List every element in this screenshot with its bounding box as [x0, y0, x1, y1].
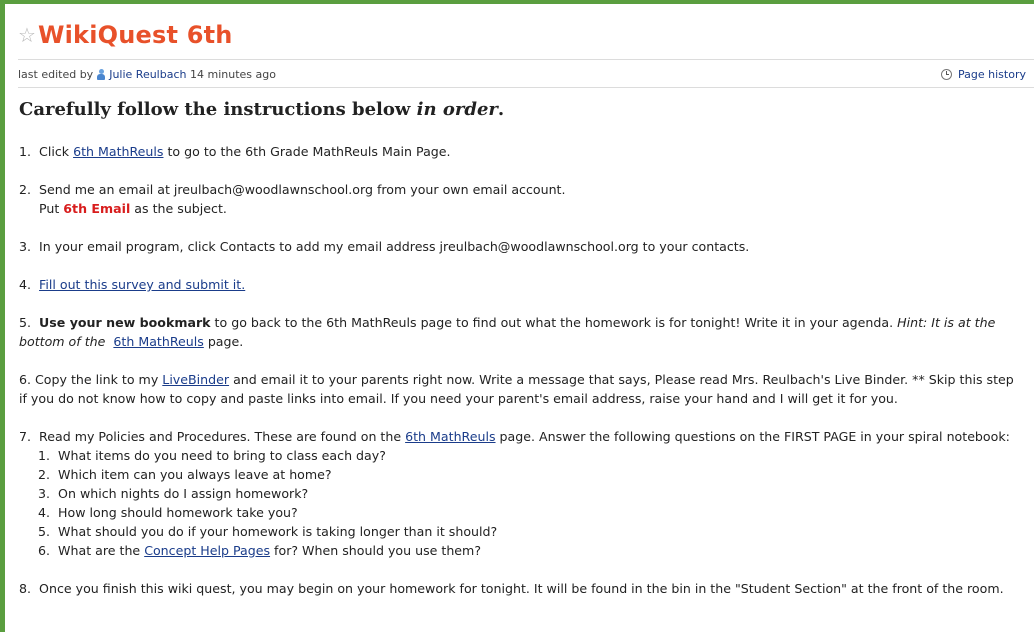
step-text: to go back to the 6th MathReuls page to find out what the homework is for tonight! Write it in your agenda. [210, 315, 898, 330]
livebinder-link[interactable]: LiveBinder [162, 372, 230, 387]
instructions-heading [19, 99, 504, 120]
question-number: 1. [38, 448, 51, 463]
heading-period: . [497, 99, 505, 120]
editor-user-link[interactable]: Julie Reulbach [109, 67, 187, 81]
step-text: page. [203, 334, 244, 349]
question-text: On which nights do I assign homework? [58, 486, 309, 501]
question-text: What are the [58, 543, 145, 558]
page-history-label: Page history [958, 67, 1026, 81]
mathreuls-link[interactable]: 6th MathReuls [405, 429, 496, 444]
step-text: page. Answer the following questions on the FIRST PAGE in your spiral notebook: [495, 429, 1010, 444]
survey-link[interactable]: Fill out this survey and submit it. [39, 277, 246, 292]
step-text: Read my Policies and Procedures. These are found on the [39, 429, 406, 444]
edited-time [186, 68, 275, 81]
step-7 [19, 427, 1010, 446]
mathreuls-link[interactable]: 6th MathReuls [73, 144, 164, 159]
step-4 [19, 275, 245, 294]
page-title: WikiQuest 6th [37, 21, 233, 49]
step-3 [19, 237, 749, 256]
step-text: as the subject. [130, 201, 227, 216]
step-text: and email it to your parents right now. Write a message that says, Please read Mrs. Reulbach's Live Binder. ** Skip this step [229, 372, 1014, 387]
question-text: How long should homework take you? [58, 505, 298, 520]
step-text: if you do not know how to copy and paste links into email. If you need your parent's email address, raise your hand and I will get it for you. [19, 391, 898, 406]
question-text: Which item can you always leave at home? [58, 467, 332, 482]
hint-text: bottom of the [19, 334, 110, 349]
question-item [38, 541, 481, 560]
email-subject-text: 6th Email [63, 201, 131, 216]
step-2 [19, 180, 566, 199]
step-text: 6. Copy the link to my [19, 372, 163, 387]
step-text: In your email program, click Contacts to add my email address jreulbach@woodlawnschool.org to your contacts. [39, 239, 750, 254]
question-item [38, 522, 497, 541]
question-item [38, 503, 298, 522]
user-icon [97, 69, 105, 80]
step-2-subject-line [39, 199, 227, 218]
heading-text: Carefully follow the instructions below [19, 99, 417, 120]
step-number: 7. [19, 429, 32, 444]
heading-emphasis: in order [416, 99, 498, 120]
mathreuls-link[interactable]: 6th MathReuls [113, 334, 204, 349]
step-6 [19, 370, 1014, 389]
question-item [38, 446, 386, 465]
question-text: for? When should you use them? [270, 543, 482, 558]
question-item [38, 484, 308, 503]
step-text: Click [39, 144, 74, 159]
step-number: 5. [19, 315, 32, 330]
step-text: to go to the 6th Grade MathReuls Main Page. [163, 144, 451, 159]
last-edited-label: last edited by [18, 67, 94, 81]
question-number: 2. [38, 467, 51, 482]
clock-icon [941, 69, 952, 80]
step-8 [19, 579, 1004, 598]
question-number: 4. [38, 505, 51, 520]
step-1 [19, 142, 451, 161]
step-number: 2. [19, 182, 32, 197]
step-number: 3. [19, 239, 32, 254]
concept-help-pages-link[interactable]: Concept Help Pages [144, 543, 271, 558]
question-number: 3. [38, 486, 51, 501]
question-number: 6. [38, 543, 51, 558]
question-item [38, 465, 332, 484]
step-6-line-2 [19, 389, 898, 408]
step-number: 8. [19, 581, 32, 596]
star-icon[interactable]: ☆ [18, 23, 36, 47]
step-5 [19, 313, 995, 332]
page-history-link[interactable] [941, 68, 1026, 81]
meta-divider [18, 87, 1034, 88]
bookmark-bold-text: Use your new bookmark [39, 315, 211, 330]
step-number: 1. [19, 144, 32, 159]
step-number: 4. [19, 277, 32, 292]
step-text: Send me an email at jreulbach@woodlawnschool.org from your own email account. [39, 182, 566, 197]
title-divider [18, 59, 1034, 60]
question-text: What should you do if your homework is taking longer than it should? [58, 524, 498, 539]
title-row [18, 20, 233, 50]
step-5-line-2 [19, 332, 243, 351]
step-text: Put [39, 201, 64, 216]
edited-ago-text: 14 minutes ago [189, 67, 276, 81]
hint-text: Hint: It is at the [897, 315, 996, 330]
question-text: What items do you need to bring to class each day? [58, 448, 386, 463]
question-number: 5. [38, 524, 51, 539]
step-text: Once you finish this wiki quest, you may begin on your homework for tonight. It will be found in the bin in the "Student Section" at the front of the room. [39, 581, 1004, 596]
page-meta [18, 66, 1026, 82]
